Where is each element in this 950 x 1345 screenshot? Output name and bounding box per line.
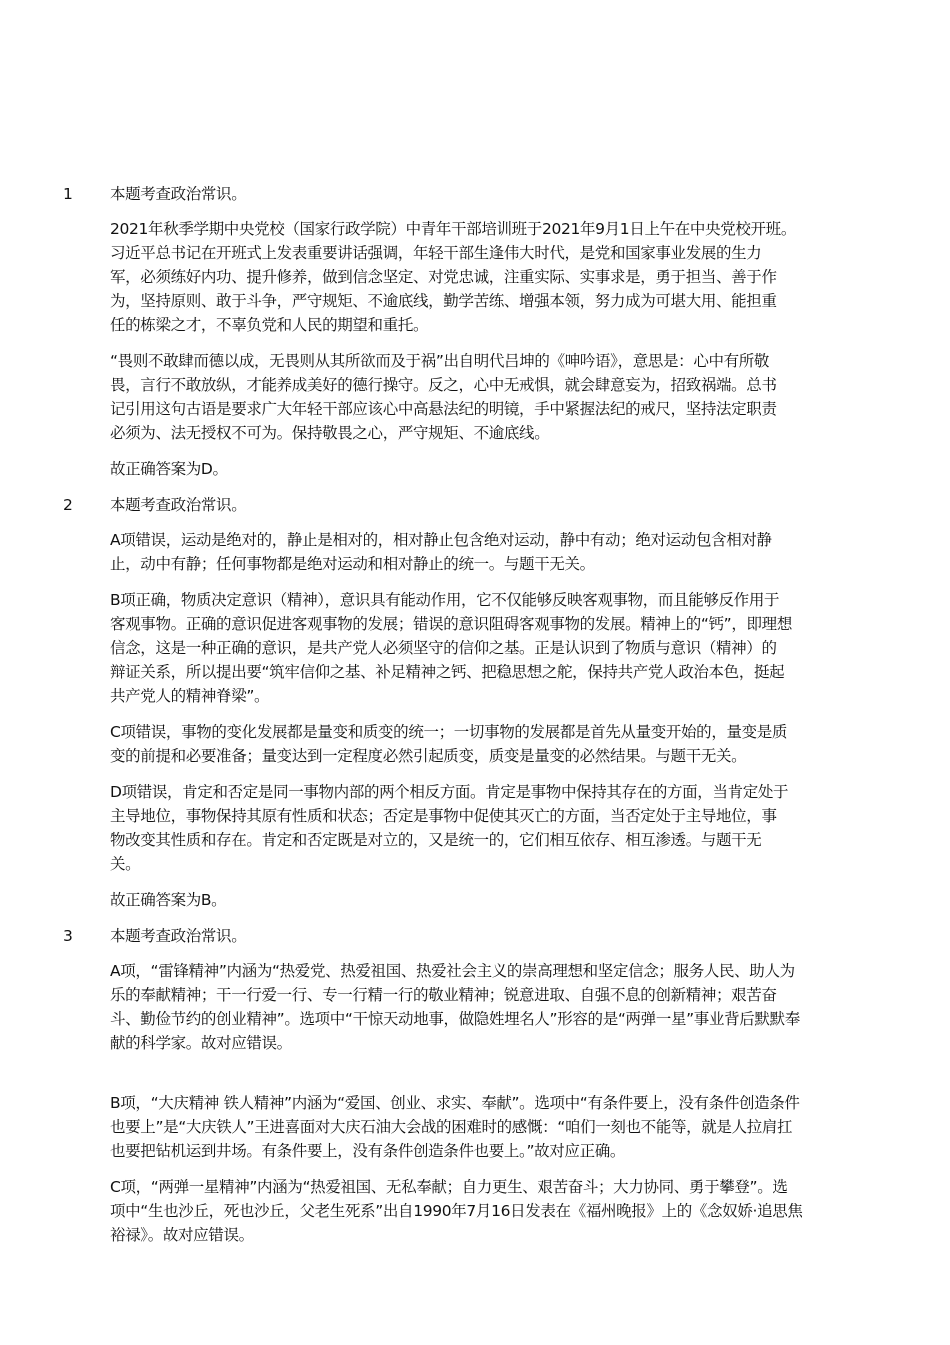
item-1-para-1-line-2: 习近平总书记在开班式上发表重要讲话强调，年轻干部生逢伟大时代，是党和国家事业发展的生力	[110, 244, 762, 262]
item-1-heading: 本题考查政治常识。	[110, 185, 247, 203]
item-2-para-d-line-4: 关。	[110, 855, 141, 873]
item-1-para-1-line-5: 任的栋梁之才，不辜负党和人民的期望和重托。	[110, 316, 429, 334]
item-2-heading: 本题考查政治常识。	[110, 496, 247, 514]
item-1-para-1-line-1: 2021年秋季学期中央党校（国家行政学院）中青年干部培训班于2021年9月1日上午在中央党校开班。	[110, 220, 796, 238]
item-2-para-a-line-2: 止，动中有静；任何事物都是绝对运动和相对静止的统一。与题干无关。	[110, 555, 595, 573]
item-3-para-c-line-1: C项，“两弹一星精神”内涵为“热爱祖国、无私奉献；自力更生、艰苦奋斗；大力协同、勇于攀登”。选	[110, 1178, 788, 1196]
item-2-answer: 故正确答案为B。	[110, 891, 227, 909]
item-2-para-d-line-1: D项错误，肯定和否定是同一事物内部的两个相反方面。肯定是事物中保持其存在的方面，当肯定处于	[110, 783, 789, 801]
item-2-number: 2	[63, 496, 73, 514]
item-2-para-b-line-4: 辩证关系，所以提出要“筑牢信仰之基、补足精神之钙、把稳思想之舵，保持共产党人政治本色，挺起	[110, 663, 785, 681]
item-1-para-2-line-1: “畏则不敢肆而德以成，无畏则从其所欲而及于祸”出自明代吕坤的《呻吟语》，意思是：心中有所敬	[110, 352, 770, 370]
item-2-para-b-line-2: 客观事物。正确的意识促进客观事物的发展；错误的意识阻碍客观事物的发展。精神上的“钙”，即理想	[110, 615, 792, 633]
item-3-para-b-line-3: 也要把钻机运到井场。有条件要上，没有条件创造条件也要上。”故对应正确。	[110, 1142, 626, 1160]
item-2-para-d-line-2: 主导地位，事物保持其原有性质和状态；否定是事物中促使其灭亡的方面，当否定处于主导地位，事	[110, 807, 777, 825]
item-2-para-d-line-3: 物改变其性质和存在。肯定和否定既是对立的，又是统一的，它们相互依存、相互渗透。与题干无	[110, 831, 762, 849]
item-1-para-1-line-4: 为，坚持原则、敢于斗争，严守规矩、不逾底线，勤学苦练、增强本领，努力成为可堪大用、能担重	[110, 292, 777, 310]
item-2-para-b-line-3: 信念，这是一种正确的意识，是共产党人必须坚守的信仰之基。正是认识到了物质与意识（精神）的	[110, 639, 777, 657]
item-2-para-c-line-2: 变的前提和必要准备；量变达到一定程度必然引起质变，质变是量变的必然结果。与题干无关。	[110, 747, 747, 765]
item-3-heading: 本题考查政治常识。	[110, 927, 247, 945]
item-1-number: 1	[63, 185, 73, 203]
item-3-para-a-line-4: 献的科学家。故对应错误。	[110, 1034, 292, 1052]
item-1-para-2-line-2: 畏，言行不敢放纵，才能养成美好的德行操守。反之，心中无戒惧，就会肆意妄为，招致祸端。总书	[110, 376, 777, 394]
item-1-para-1-line-3: 军，必须练好内功、提升修养，做到信念坚定、对党忠诚，注重实际、实事求是，勇于担当、善于作	[110, 268, 777, 286]
item-1-para-2-line-3: 记引用这句古语是要求广大年轻干部应该心中高悬法纪的明镜，手中紧握法纪的戒尺，坚持法定职责	[110, 400, 777, 418]
item-3-number: 3	[63, 927, 73, 945]
item-3-para-c-line-2: 项中“生也沙丘，死也沙丘，父老生死系”出自1990年7月16日发表在《福州晚报》上的《念奴娇·追思焦	[110, 1202, 803, 1220]
item-2-para-b-line-5: 共产党人的精神脊梁”。	[110, 687, 270, 705]
item-2-para-b-line-1: B项正确，物质决定意识（精神），意识具有能动作用，它不仅能够反映客观事物，而且能够反作用于	[110, 591, 780, 609]
item-3-para-a-line-1: A项，“雷锋精神”内涵为“热爱党、热爱祖国、热爱社会主义的崇高理想和坚定信念；服务人民、助人为	[110, 962, 795, 980]
item-2-para-c-line-1: C项错误，事物的变化发展都是量变和质变的统一；一切事物的发展都是首先从量变开始的，量变是质	[110, 723, 788, 741]
item-2-para-a-line-1: A项错误，运动是绝对的，静止是相对的，相对静止包含绝对运动，静中有动；绝对运动包含相对静	[110, 531, 772, 549]
item-3-para-b-line-2: 也要上”是“大庆铁人”王进喜面对大庆石油大会战的困难时的感慨：“咱们一刻也不能等，就是人拉肩扛	[110, 1118, 793, 1136]
item-3-para-b-line-1: B项，“大庆精神 铁人精神”内涵为“爱国、创业、求实、奉献”。选项中“有条件要上，没有条件创造条件	[110, 1094, 800, 1112]
item-3-para-a-line-3: 斗、勤俭节约的创业精神”。选项中“干惊天动地事，做隐姓埋名人”形容的是“两弹一星”事业背后默默奉	[110, 1010, 800, 1028]
item-3-para-c-line-3: 裕禄》。故对应错误。	[110, 1226, 254, 1244]
item-3-para-a-line-2: 乐的奉献精神；干一行爱一行、专一行精一行的敬业精神；锐意进取、自强不息的创新精神；艰苦奋	[110, 986, 777, 1004]
item-1-para-2-line-4: 必须为、法无授权不可为。保持敬畏之心，严守规矩、不逾底线。	[110, 424, 550, 442]
item-1-answer: 故正确答案为D。	[110, 460, 228, 478]
